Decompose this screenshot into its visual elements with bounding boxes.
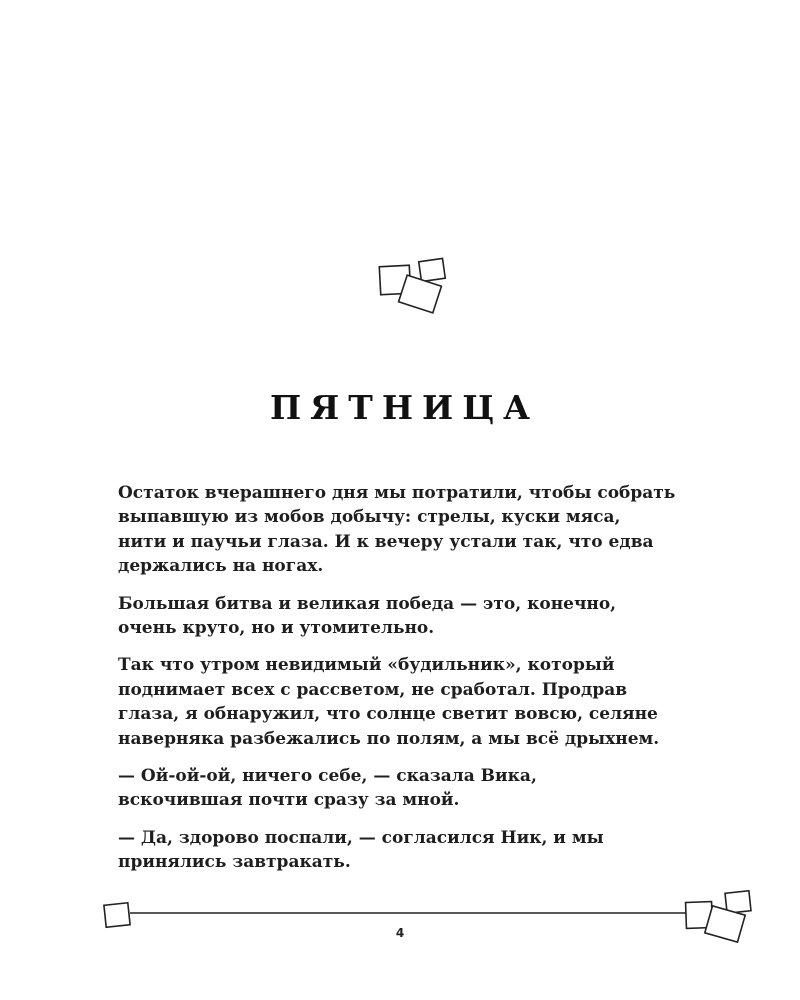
text-line: вскочившая почти сразу за мной. [118,790,460,811]
text-line: принялись завтракать. [118,852,351,873]
text-line: наверняка разбежались по полям, а мы всё дрыхнем. [118,728,660,749]
text-line: очень круто, но и утомительно. [118,618,435,639]
page-number: 4 [395,926,405,940]
text-line: выпавшую из мобов добычу: стрелы, куски мяса, [118,507,621,528]
text-line: Остаток вчерашнего дня мы потратили, чтобы собрать [118,483,676,503]
text-line: Большая битва и великая победа — это, конечно, [118,593,617,614]
paragraph [118,826,718,875]
text-line: нити и паучьи глаза. И к вечеру устали так, что едва [118,531,654,552]
paragraph [118,481,718,579]
text-line: держались на ногах. [118,556,324,577]
footer-rule [0,880,800,960]
tilted-squares-icon [686,891,751,942]
text-line: Так что утром невидимый «будильник», который [118,655,615,676]
text-line: поднимает всех с рассветом, не сработал. Продрав [118,679,628,700]
chapter-title: ПЯТНИЦА [270,388,539,427]
text-line: — Ой-ой-ой, ничего себе, — сказала Вика, [118,766,537,787]
tilted-squares-icon [372,256,456,314]
chapter-body [118,481,718,888]
paragraph [118,653,718,751]
square-outline-icon [104,903,130,927]
paragraph [118,764,718,813]
text-line: глаза, я обнаружил, что солнце светит вовсю, селяне [118,704,658,725]
text-line: — Да, здорово поспали, — согласился Ник, и мы [118,827,604,848]
paragraph [118,592,718,641]
